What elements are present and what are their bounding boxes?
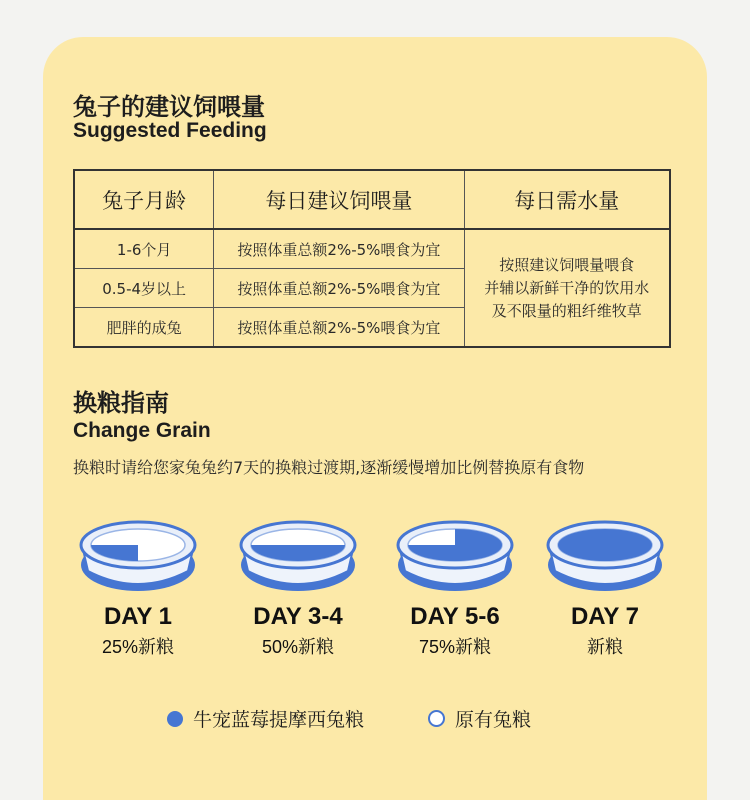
row-amount: 按照体重总额2%-5%喂食为宜: [214, 229, 464, 269]
header-age: 兔子月龄: [74, 170, 214, 229]
day-label-4: [530, 603, 680, 659]
header-amount: 每日建议饲喂量: [214, 170, 464, 229]
day-name: DAY 7: [570, 603, 640, 630]
water-line: 及不限量的粗纤维牧草: [491, 301, 642, 320]
legend-new-label: 牛宠蓝莓提摩西兔粮: [193, 709, 365, 731]
day-percent: 新粮: [587, 637, 623, 657]
legend-old-label: 原有兔粮: [455, 709, 532, 731]
row-amount: 按照体重总额2%-5%喂食为宜: [214, 269, 464, 308]
legend-new: [167, 705, 364, 732]
water-cell: [464, 229, 670, 347]
header-water: 每日需水量: [464, 170, 670, 229]
day-name: DAY 3-4: [253, 603, 343, 630]
bowl-icon-day1: [76, 515, 200, 595]
day-label-2: [223, 603, 373, 659]
bowl-icon-day3-4: [236, 515, 360, 595]
table-header-row: [74, 170, 670, 229]
day-name: DAY 1: [103, 603, 173, 630]
day-percent: 25%新粮: [101, 637, 175, 657]
water-line: 并辅以新鲜干净的饮用水: [484, 278, 650, 297]
row-age: 1-6个月: [74, 229, 214, 269]
table-row: [74, 229, 670, 269]
change-description: 换粮时请给您家兔兔约7天的换粮过渡期,逐渐缓慢增加比例替换原有食物: [73, 458, 585, 477]
legend-old: [428, 705, 531, 732]
day-label-1: [63, 603, 213, 659]
filled-dot-icon: [167, 711, 183, 727]
new-food-fill: [558, 529, 652, 561]
row-amount: 按照体重总额2%-5%喂食为宜: [214, 308, 464, 348]
day-percent: 50%新粮: [261, 637, 335, 657]
feeding-card: [43, 37, 707, 800]
feeding-title-en: Suggested Feeding: [73, 119, 267, 142]
water-line: 按照建议饲喂量喂食: [499, 255, 635, 274]
day-percent: 75%新粮: [418, 637, 492, 657]
row-age: 0.5-4岁以上: [74, 269, 214, 308]
feeding-title: 兔子的建议饲喂量: [73, 93, 265, 121]
day-name: DAY 5-6: [410, 603, 500, 630]
day-label-3: [380, 603, 530, 659]
bowl-icon-day7: [543, 515, 667, 595]
bowl-icon-day5-6: [393, 515, 517, 595]
hollow-dot-icon: [428, 710, 445, 727]
feeding-table: [73, 169, 671, 348]
row-age: 肥胖的成兔: [74, 308, 214, 348]
change-title: 换粮指南: [73, 389, 169, 417]
change-title-en: Change Grain: [73, 419, 211, 442]
